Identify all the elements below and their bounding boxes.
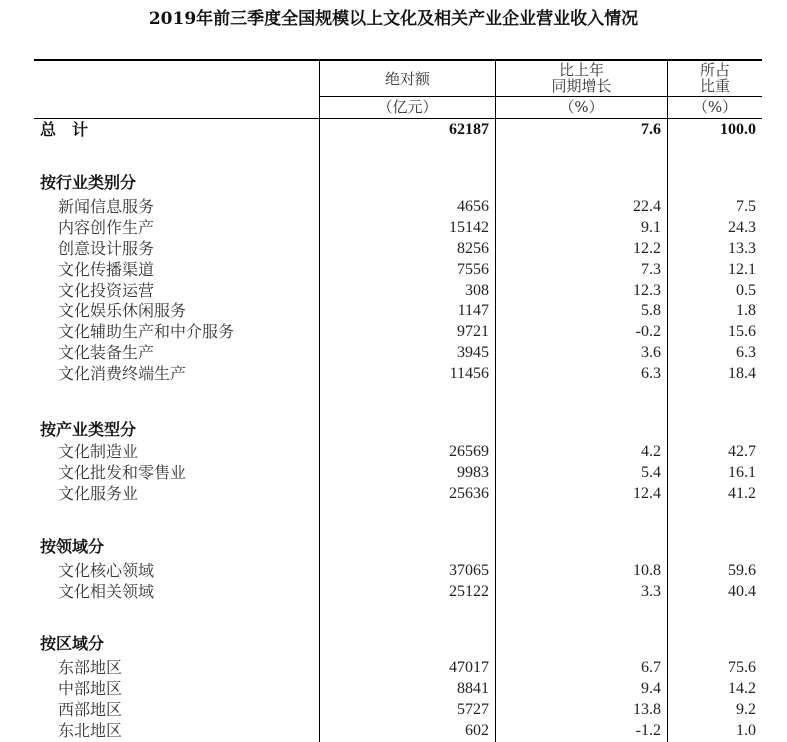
total-amount: 62187 [449,121,489,138]
row-amount: 3945 [457,344,489,361]
row-share: 75.6 [728,659,756,676]
section-header-region [0,633,787,654]
row-share: 1.8 [736,302,756,319]
total-share: 100.0 [720,121,756,138]
header-growth [496,62,667,94]
row-label: 东部地区 [58,658,123,677]
row-share: 12.1 [728,261,756,278]
row-label: 文化批发和零售业 [58,463,187,482]
row-amount: 15142 [449,219,489,236]
section-title: 按行业类别分 [40,173,137,192]
row-share: 6.3 [736,344,756,361]
row-growth: 4.2 [641,443,661,460]
table-row [0,699,787,720]
row-share: 42.7 [728,443,756,460]
header-amount-unit [320,99,495,115]
row-growth: 5.8 [641,302,661,319]
table-row [0,300,787,321]
row-amount: 7556 [457,261,489,278]
row-share: 18.4 [728,365,756,382]
section-header-industry-type [0,419,787,440]
header-share-line2: 比重 [699,77,730,95]
row-growth: 7.3 [641,261,661,278]
row-label: 文化传播渠道 [58,260,155,279]
row-label: 东北地区 [58,721,123,740]
table-row [0,441,787,462]
row-share: 15.6 [728,323,756,340]
table-row [0,196,787,217]
row-growth: 12.2 [633,240,661,257]
header-share-unit-label: （%） [692,98,738,116]
row-amount: 602 [465,722,489,739]
table-row [0,483,787,504]
row-amount: 26569 [449,443,489,460]
row-share: 7.5 [736,198,756,215]
header-growth-line1: 比上年 [558,61,604,79]
total-growth: 7.6 [641,121,661,138]
row-amount: 11456 [449,365,489,382]
row-label: 文化辅助生产和中介服务 [58,322,235,341]
row-label: 文化制造业 [58,442,139,461]
row-growth: 6.3 [641,365,661,382]
top-rule [34,59,762,61]
row-growth: 9.1 [641,219,661,236]
section-title: 按区域分 [40,634,105,653]
row-label: 文化核心领域 [58,561,155,580]
row-growth: 9.4 [641,680,661,697]
table-row [0,363,787,384]
row-amount: 47017 [449,659,489,676]
row-label: 中部地区 [58,679,123,698]
header-share-line1: 所占 [699,61,730,79]
table-row [0,678,787,699]
row-label: 创意设计服务 [58,239,155,258]
row-label: 西部地区 [58,700,123,719]
section-title: 按产业类型分 [40,420,137,439]
row-label: 文化消费终端生产 [58,364,187,383]
table-row [0,280,787,301]
row-label: 文化装备生产 [58,343,155,362]
row-share: 9.2 [736,701,756,718]
row-amount: 1147 [457,302,489,319]
row-amount: 5727 [457,701,489,718]
table-row [0,217,787,238]
header-mid-rule [320,96,762,97]
section-header-industry-category [0,172,787,193]
table-row [0,720,787,741]
row-growth: 13.8 [633,701,661,718]
row-label: 文化投资运营 [58,281,155,300]
row-growth: 3.6 [641,344,661,361]
row-share: 1.0 [736,722,756,739]
table-row [0,342,787,363]
row-share: 14.2 [728,680,756,697]
header-amount-unit-label: （亿元） [377,98,438,116]
table-row [0,238,787,259]
row-share: 0.5 [736,282,756,299]
row-growth: 12.4 [633,485,661,502]
row-label: 文化相关领域 [58,582,155,601]
row-growth: 3.3 [641,583,661,600]
row-amount: 25122 [449,583,489,600]
row-share: 16.1 [728,464,756,481]
row-label: 内容创作生产 [58,218,155,237]
table-row [0,462,787,483]
header-amount-label: 绝对额 [384,70,430,88]
table-row [0,560,787,581]
header-share-unit [668,99,762,115]
row-growth: 10.8 [633,562,661,579]
table-row [0,321,787,342]
table-title: 2019年前三季度全国规模以上文化及相关产业企业营业收入情况 [148,9,639,29]
row-amount: 8841 [457,680,489,697]
row-growth: -0.2 [635,323,661,340]
table-row [0,657,787,678]
header-share [668,62,762,94]
header-amount [320,71,495,87]
row-growth: 22.4 [633,198,661,215]
row-label: 文化服务业 [58,484,139,503]
total-label: 总 计 [40,120,89,139]
table-row [0,259,787,280]
header-growth-unit-label: （%） [559,98,604,116]
row-label: 文化娱乐休闲服务 [58,301,187,320]
row-growth: 12.3 [633,282,661,299]
row-label: 新闻信息服务 [58,197,155,216]
table-row [0,581,787,602]
header-growth-unit [496,99,667,115]
row-share: 40.4 [728,583,756,600]
row-growth: -1.2 [635,722,661,739]
row-growth: 5.4 [641,464,661,481]
row-share: 13.3 [728,240,756,257]
section-title: 按领域分 [40,537,105,556]
row-amount: 4656 [457,198,489,215]
row-share: 59.6 [728,562,756,579]
section-header-domain [0,536,787,557]
row-amount: 9721 [457,323,489,340]
row-amount: 8256 [457,240,489,257]
row-growth: 6.7 [641,659,661,676]
row-amount: 308 [465,282,489,299]
row-amount: 9983 [457,464,489,481]
row-amount: 37065 [449,562,489,579]
row-share: 24.3 [728,219,756,236]
total-row [0,119,787,140]
header-growth-line2: 同期增长 [551,77,612,95]
row-amount: 25636 [449,485,489,502]
row-share: 41.2 [728,485,756,502]
